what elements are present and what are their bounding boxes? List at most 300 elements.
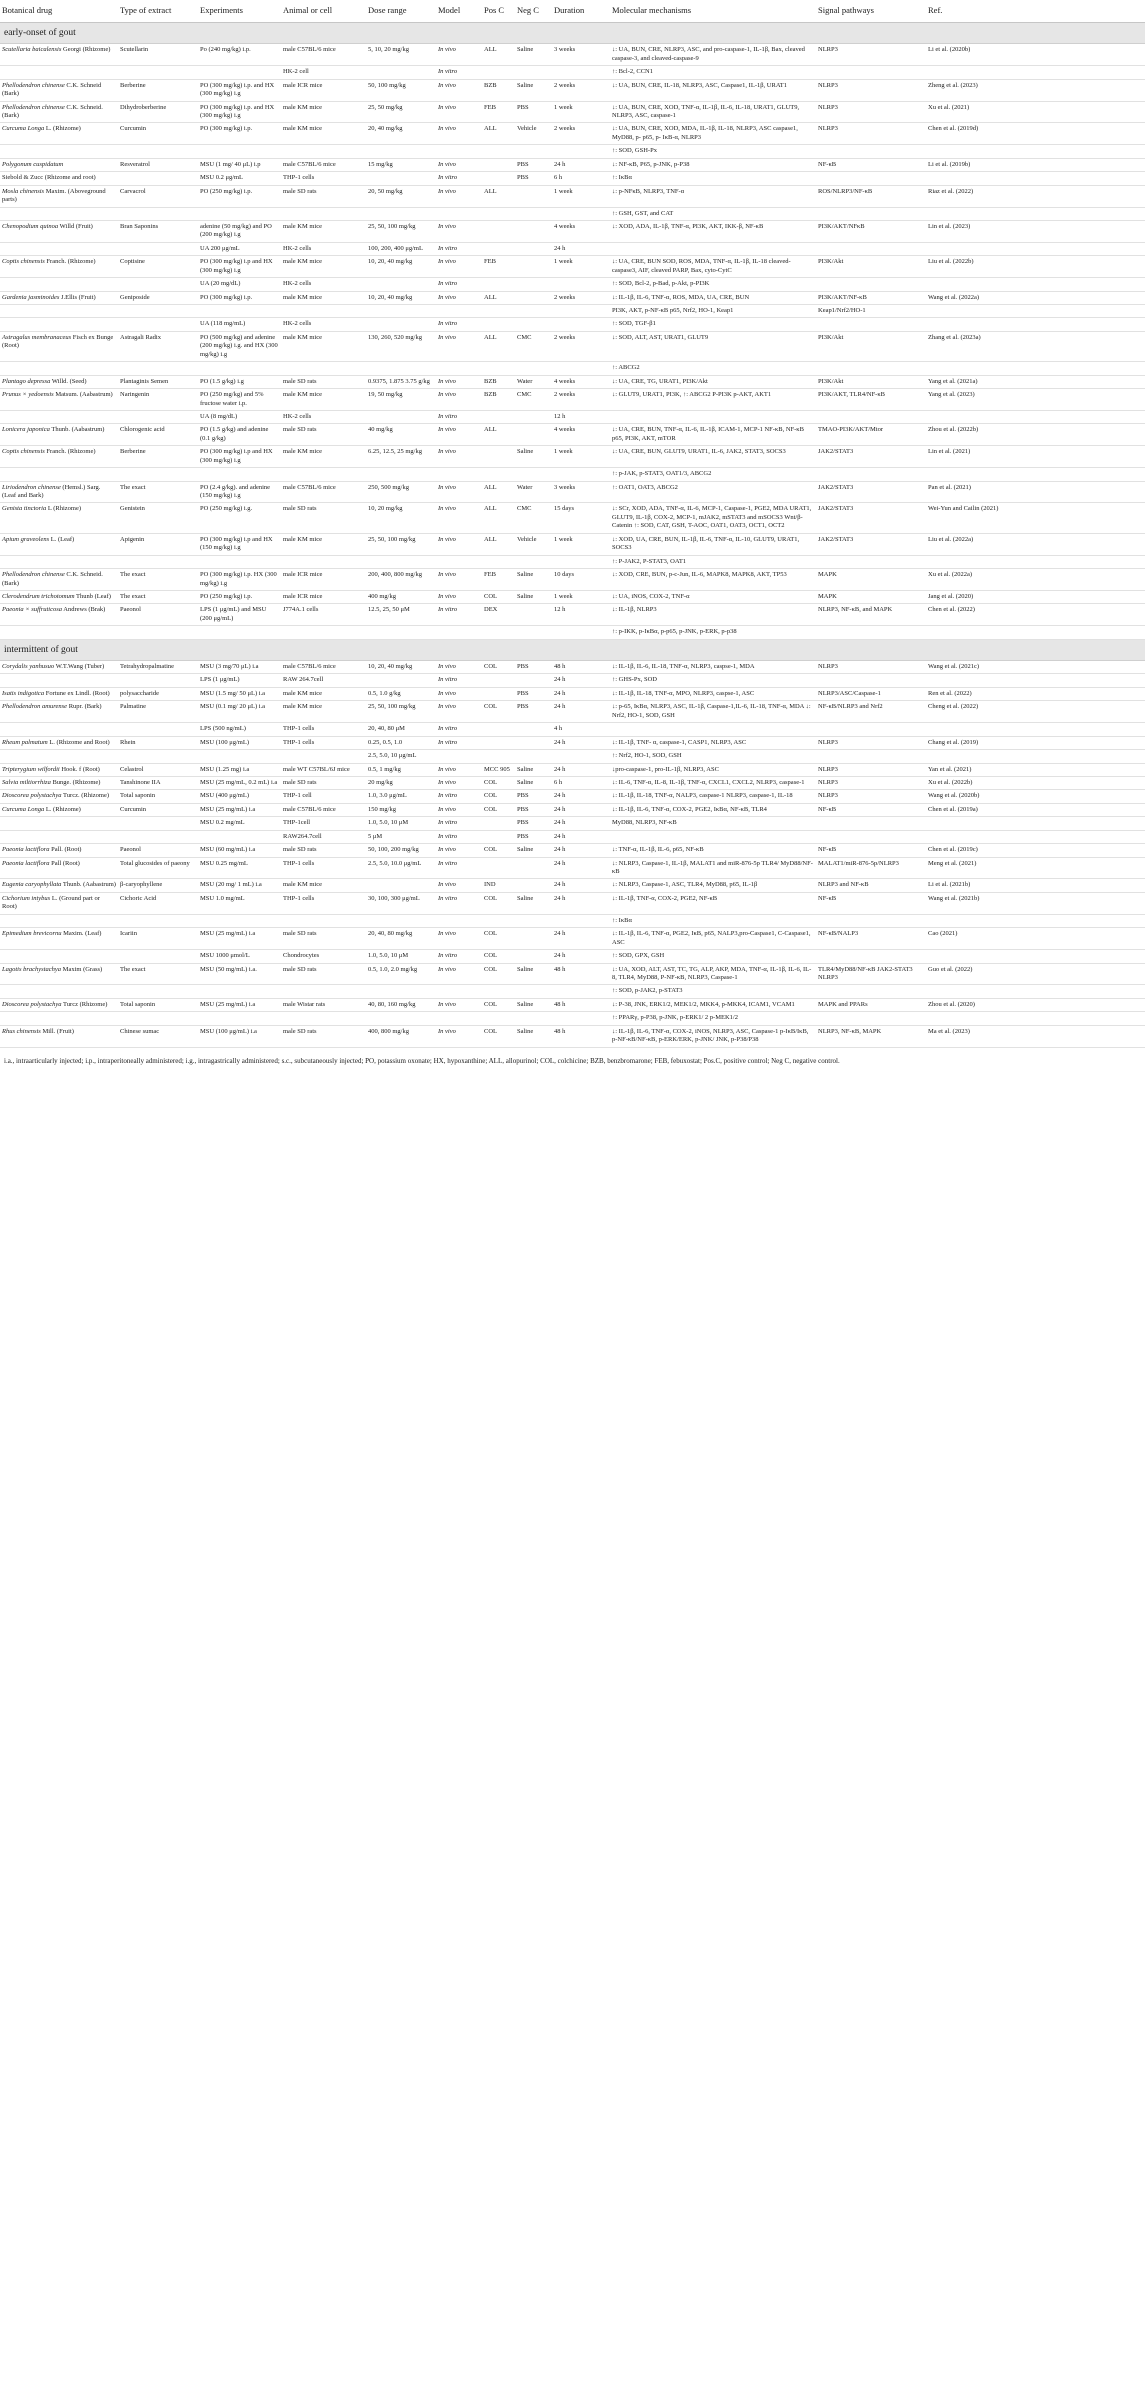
- duration-cell: 2 weeks: [552, 331, 610, 361]
- botanical-drug-cell: [0, 701, 118, 723]
- duration-cell: 15 days: [552, 503, 610, 533]
- botanical-drug-cell: [0, 687, 118, 700]
- table-row: [0, 242, 1145, 255]
- botanical-drug-authority: L. (Leaf): [50, 535, 75, 543]
- signal-pathway-cell: Keap1/Nrf2/HO-1: [816, 305, 926, 318]
- botanical-drug-cell: [0, 318, 118, 331]
- animal-cell-cell: HK-2 cells: [281, 318, 366, 331]
- experiment-cell: [198, 555, 281, 568]
- table-row: [0, 892, 1145, 914]
- animal-cell-cell: RAW264.7cell: [281, 830, 366, 843]
- pos-control-cell: [482, 145, 515, 158]
- dose-range-cell: 10, 20, 40 mg/kg: [366, 256, 436, 278]
- botanical-drug-authority: W.T.Wang (Tuber): [55, 663, 105, 671]
- animal-cell-cell: male SD rats: [281, 375, 366, 388]
- neg-control-cell: [515, 674, 552, 687]
- dose-range-cell: 25, 50, 100 mg/kg: [366, 220, 436, 242]
- signal-pathway-cell: NF-κB: [816, 844, 926, 857]
- botanical-drug-authority: Pall (Root): [51, 859, 80, 867]
- neg-control-cell: [515, 318, 552, 331]
- mechanism-cell: ↓: IL-1β, IL-6, TNF-α, COX-2, iNOS, NLRP3, ASC, Caspase-1 p-IκB/IκB, p-NF-κB/NF-κB, p-ERK/ERK, p-JNK/ JNK, p-P38/P38: [610, 1025, 816, 1047]
- pos-control-cell: COL: [482, 950, 515, 963]
- pos-control-cell: BZB: [482, 375, 515, 388]
- dose-range-cell: 50, 100 mg/kg: [366, 79, 436, 101]
- duration-cell: 24 h: [552, 701, 610, 723]
- mechanism-cell: ↓: UA, iNOS, COX-2, TNF-α: [610, 590, 816, 603]
- reference-cell: [926, 410, 1145, 423]
- neg-control-cell: Saline: [515, 590, 552, 603]
- extract-type-cell: Palmatine: [118, 701, 198, 723]
- botanical-drug-name: Lagotis brachystachya: [2, 965, 62, 973]
- extract-type-cell: Chinese sumac: [118, 1025, 198, 1047]
- pos-control-cell: [482, 362, 515, 375]
- reference-cell: [926, 626, 1145, 639]
- botanical-drug-name: Paeonia lactiflora: [2, 859, 50, 867]
- extract-type-cell: [118, 278, 198, 291]
- duration-cell: 4 weeks: [552, 424, 610, 446]
- animal-cell-cell: male Wistar rats: [281, 998, 366, 1011]
- experiment-cell: UA (20 mg/dL): [198, 278, 281, 291]
- extract-type-cell: Bran Saponins: [118, 220, 198, 242]
- duration-cell: 2 weeks: [552, 389, 610, 411]
- extract-type-cell: Resveratrol: [118, 158, 198, 171]
- reference-cell: Meng et al. (2021): [926, 857, 1145, 879]
- section-header-row: [0, 639, 1145, 660]
- botanical-drug-name: Cichorium intybus: [2, 894, 51, 902]
- botanical-drug-name: Salvia miltiorrhiza: [2, 778, 51, 786]
- signal-pathway-cell: JAK2/STAT3: [816, 503, 926, 533]
- duration-cell: 24 h: [552, 879, 610, 892]
- dose-range-cell: [366, 305, 436, 318]
- animal-cell-cell: THP-1 cells: [281, 723, 366, 736]
- botanical-drug-authority: C.K. Schneid. (Bark): [2, 571, 103, 587]
- model-cell: In vitro: [436, 950, 482, 963]
- signal-pathway-cell: NLRP3/ASC/Caspase-1: [816, 687, 926, 700]
- table-row: [0, 626, 1145, 639]
- extract-type-cell: [118, 318, 198, 331]
- table-row: [0, 533, 1145, 555]
- mechanism-cell: ↓: NLRP3, Caspase-1, IL-1β, MALAT1 and miR-876-5p TLR4/ MyD88/NF-κB: [610, 857, 816, 879]
- neg-control-cell: PBS: [515, 661, 552, 674]
- botanical-drug-cell: [0, 291, 118, 304]
- neg-control-cell: Saline: [515, 763, 552, 776]
- pos-control-cell: ALL: [482, 44, 515, 66]
- extract-type-cell: Plantaginis Semen: [118, 375, 198, 388]
- experiment-cell: MSU (25 mg/mL) i.a: [198, 928, 281, 950]
- botanical-drug-cell: [0, 185, 118, 207]
- mechanism-cell: ↓: IL-1β, IL-6, IL-18, TNF-α, NLRP3, caspse-1, MDA: [610, 661, 816, 674]
- neg-control-cell: Vehicle: [515, 533, 552, 555]
- botanical-drug-cell: [0, 928, 118, 950]
- model-cell: In vivo: [436, 503, 482, 533]
- botanical-drug-name: Phellodendron amurense: [2, 703, 68, 711]
- mechanism-cell: ↓: IL-1β, IL-6, TNF-α, PGE2, IκB, p65, NALP3,pro-Caspase1, C-Caspase1, ASC: [610, 928, 816, 950]
- signal-pathway-cell: PI3K/Akt: [816, 331, 926, 361]
- dose-range-cell: 20, 40, 80 mg/kg: [366, 928, 436, 950]
- table-row: [0, 569, 1145, 591]
- extract-type-cell: [118, 914, 198, 927]
- mechanism-cell: ↓: UA, CRE, TG, URAT1, PI3K/Akt: [610, 375, 816, 388]
- model-cell: In vivo: [436, 123, 482, 145]
- pos-control-cell: [482, 1012, 515, 1025]
- neg-control-cell: [515, 1012, 552, 1025]
- reference-cell: Chen et al. (2019d): [926, 123, 1145, 145]
- model-cell: In vivo: [436, 844, 482, 857]
- animal-cell-cell: Chondrocytes: [281, 950, 366, 963]
- neg-control-cell: [515, 220, 552, 242]
- pos-control-cell: [482, 242, 515, 255]
- dose-range-cell: 0.25, 0.5, 1.0: [366, 736, 436, 749]
- animal-cell-cell: [281, 914, 366, 927]
- reference-cell: [926, 817, 1145, 830]
- model-cell: In vitro: [436, 892, 482, 914]
- botanical-drug-name: Polygonum cuspidatum: [2, 160, 64, 168]
- neg-control-cell: [515, 410, 552, 423]
- reference-cell: Chen et al. (2022): [926, 604, 1145, 626]
- neg-control-cell: PBS: [515, 817, 552, 830]
- model-cell: In vivo: [436, 590, 482, 603]
- neg-control-cell: Saline: [515, 844, 552, 857]
- model-cell: In vivo: [436, 687, 482, 700]
- botanical-drug-name: Coptis chinensis: [2, 448, 45, 456]
- botanical-drug-name: Corydalis yanhusuo: [2, 663, 55, 671]
- mechanism-cell: ↓: XOD, ADA, IL-1β, TNF-α, PI3K, AKT, IKK-β, NF-κB: [610, 220, 816, 242]
- duration-cell: 24 h: [552, 830, 610, 843]
- col-header-signal-pathways: Signal pathways: [816, 0, 926, 23]
- neg-control-cell: [515, 604, 552, 626]
- dose-range-cell: 2.5, 5.0, 10 μg/mL: [366, 750, 436, 763]
- model-cell: In vivo: [436, 331, 482, 361]
- neg-control-cell: Saline: [515, 892, 552, 914]
- animal-cell-cell: male C57BL/6 mice: [281, 661, 366, 674]
- botanical-drug-name: Rheum palmatum: [2, 738, 48, 746]
- mechanism-cell: [610, 242, 816, 255]
- reference-cell: Wang et al. (2022a): [926, 291, 1145, 304]
- animal-cell-cell: male SD rats: [281, 963, 366, 985]
- table-row: [0, 803, 1145, 816]
- extract-type-cell: Cichoric Acid: [118, 892, 198, 914]
- botanical-drug-authority: Pall. (Root): [51, 846, 82, 854]
- col-header-animal-or-cell: Animal or cell: [281, 0, 366, 23]
- duration-cell: 4 h: [552, 723, 610, 736]
- animal-cell-cell: male KM mice: [281, 687, 366, 700]
- extract-type-cell: [118, 626, 198, 639]
- dose-range-cell: 0.5, 1.0, 2.0 mg/kg: [366, 963, 436, 985]
- dose-range-cell: 0.9375, 1.875 3.75 g/kg: [366, 375, 436, 388]
- animal-cell-cell: male SD rats: [281, 928, 366, 950]
- table-row: [0, 331, 1145, 361]
- botanical-drug-cell: [0, 569, 118, 591]
- botanical-drug-authority: Willd. (Seed): [51, 377, 87, 385]
- signal-pathway-cell: PI3K/Akt: [816, 256, 926, 278]
- table-row: [0, 123, 1145, 145]
- pos-control-cell: DEX: [482, 604, 515, 626]
- signal-pathway-cell: [816, 172, 926, 185]
- table-row: [0, 318, 1145, 331]
- signal-pathway-cell: JAK2/STAT3: [816, 446, 926, 468]
- mechanism-cell: ↓: P-38, JNK, ERK1/2, MEK1/2, MKK4, p-MKK4, ICAM1, VCAM1: [610, 998, 816, 1011]
- mechanism-cell: ↓: IL-1β, NLRP3: [610, 604, 816, 626]
- table-row: [0, 362, 1145, 375]
- experiment-cell: [198, 468, 281, 481]
- mechanism-cell: ↓: p-65, IκBα, NLRP3, ASC, IL-1β, Caspase-1,IL-6, IL-18, TNF-α, MDA ↓: Nrf2, HO-1, SOD, GSH: [610, 701, 816, 723]
- neg-control-cell: [515, 291, 552, 304]
- dose-range-cell: 20, 50 mg/kg: [366, 185, 436, 207]
- duration-cell: 6 h: [552, 776, 610, 789]
- pos-control-cell: [482, 278, 515, 291]
- botanical-drug-name: Phellodendron chinense: [2, 103, 65, 111]
- botanical-drug-cell: [0, 985, 118, 998]
- animal-cell-cell: male SD rats: [281, 1025, 366, 1047]
- reference-cell: Wei-Yun and Cailin (2021): [926, 503, 1145, 533]
- botanical-drug-name: Eugenia caryophyllata: [2, 881, 62, 889]
- dose-range-cell: 10, 20, 40 mg/kg: [366, 291, 436, 304]
- dose-range-cell: 0.5, 1.0 g/kg: [366, 687, 436, 700]
- mechanism-cell: MyD88, NLRP3, NF-κB: [610, 817, 816, 830]
- dose-range-cell: [366, 318, 436, 331]
- animal-cell-cell: [281, 362, 366, 375]
- extract-type-cell: Apigenin: [118, 533, 198, 555]
- botanical-drug-cell: [0, 424, 118, 446]
- table-row: [0, 701, 1145, 723]
- neg-control-cell: [515, 914, 552, 927]
- pos-control-cell: [482, 626, 515, 639]
- botanical-drug-name: Phellodendron chinense: [2, 571, 65, 579]
- botanical-drug-name: Paeonia × suffruticosa: [2, 606, 62, 614]
- extract-type-cell: Naringenin: [118, 389, 198, 411]
- experiment-cell: LPS (1 μg/mL) and MSU (200 μg/mL): [198, 604, 281, 626]
- experiment-cell: MSU 1000 μmol/L: [198, 950, 281, 963]
- duration-cell: [552, 1012, 610, 1025]
- model-cell: In vivo: [436, 44, 482, 66]
- mechanism-cell: ↓: UA, BUN, CRE, XOD, TNF-α, IL-1β, IL-6, IL-18, URAT1, GLUT9, NLRP3, ASC, caspase-1: [610, 101, 816, 123]
- experiment-cell: [198, 362, 281, 375]
- col-header-ref: Ref.: [926, 0, 1145, 23]
- animal-cell-cell: male KM mice: [281, 446, 366, 468]
- reference-cell: Riaz et al. (2022): [926, 185, 1145, 207]
- botanical-drug-authority: Franch. (Rhizome): [46, 258, 96, 266]
- animal-cell-cell: male KM mice: [281, 701, 366, 723]
- mechanism-cell: ↓: UA, BUN, CRE, XOD, MDA, IL-1β, IL-18, NLRP3, ASC caspase1, MyD88, p- p65, p- IκB-α, NLRP3: [610, 123, 816, 145]
- model-cell: In vivo: [436, 101, 482, 123]
- botanical-drug-authority: Bunge. (Rhizome): [52, 778, 101, 786]
- model-cell: In vitro: [436, 723, 482, 736]
- botanical-drug-authority: C.K. Schneid. (Bark): [2, 103, 103, 120]
- duration-cell: 24 h: [552, 674, 610, 687]
- duration-cell: [552, 207, 610, 220]
- extract-type-cell: Tanshinone IIA: [118, 776, 198, 789]
- botanical-drug-cell: [0, 879, 118, 892]
- table-row: [0, 857, 1145, 879]
- model-cell: In vivo: [436, 185, 482, 207]
- neg-control-cell: Water: [515, 481, 552, 503]
- duration-cell: 10 days: [552, 569, 610, 591]
- botanical-drug-cell: [0, 468, 118, 481]
- extract-type-cell: Paeonol: [118, 844, 198, 857]
- pos-control-cell: ALL: [482, 424, 515, 446]
- table-row: [0, 44, 1145, 66]
- experiment-cell: [198, 1012, 281, 1025]
- botanical-drug-cell: [0, 375, 118, 388]
- botanical-drug-cell: [0, 803, 118, 816]
- pos-control-cell: FEB: [482, 256, 515, 278]
- experiment-cell: [198, 830, 281, 843]
- animal-cell-cell: male SD rats: [281, 503, 366, 533]
- signal-pathway-cell: PI3K/AKT/NF-κB: [816, 291, 926, 304]
- neg-control-cell: [515, 723, 552, 736]
- reference-cell: [926, 830, 1145, 843]
- pos-control-cell: [482, 305, 515, 318]
- reference-cell: Guo et al. (2022): [926, 963, 1145, 985]
- table-row: [0, 950, 1145, 963]
- mechanism-cell: ↓: IL-1β, IL-6, TNF-α, COX-2, PGE2, IκBα, NF-κB, TLR4: [610, 803, 816, 816]
- botanical-drug-authority: Maxim. (Leaf): [63, 930, 102, 938]
- table-row: [0, 963, 1145, 985]
- pos-control-cell: COL: [482, 998, 515, 1011]
- signal-pathway-cell: [816, 817, 926, 830]
- botanical-drug-name: Phellodendron chinense: [2, 81, 65, 89]
- botanical-drug-authority: L. (Rhizome): [45, 125, 81, 133]
- experiment-cell: PO (300 mg/kg) i.p.: [198, 123, 281, 145]
- section-header-row: [0, 23, 1145, 44]
- model-cell: In vivo: [436, 701, 482, 723]
- botanical-drug-name: Dioscorea polystachya: [2, 792, 62, 800]
- model-cell: [436, 362, 482, 375]
- extract-type-cell: [118, 674, 198, 687]
- duration-cell: [552, 362, 610, 375]
- table-row: [0, 555, 1145, 568]
- mechanism-cell: ↑: GSH, GST, and CAT: [610, 207, 816, 220]
- model-cell: In vivo: [436, 776, 482, 789]
- extract-type-cell: Curcumin: [118, 803, 198, 816]
- extract-type-cell: [118, 985, 198, 998]
- mechanism-cell: ↑: SOD, GPX, GSH: [610, 950, 816, 963]
- reference-cell: [926, 207, 1145, 220]
- botanical-drug-authority: L. (Rhizome): [45, 805, 81, 813]
- extract-type-cell: [118, 468, 198, 481]
- col-header-type-of-extract: Type of extract: [118, 0, 198, 23]
- duration-cell: 6 h: [552, 172, 610, 185]
- animal-cell-cell: male KM mice: [281, 533, 366, 555]
- animal-cell-cell: male KM mice: [281, 256, 366, 278]
- animal-cell-cell: THP-1 cells: [281, 172, 366, 185]
- pos-control-cell: [482, 410, 515, 423]
- pos-control-cell: ALL: [482, 503, 515, 533]
- signal-pathway-cell: NF-κB/NLRP3 and Nrf2: [816, 701, 926, 723]
- botanical-drug-name: Gardenia jasminoides: [2, 293, 60, 301]
- reference-cell: [926, 914, 1145, 927]
- extract-type-cell: [118, 410, 198, 423]
- table-row: [0, 256, 1145, 278]
- signal-pathway-cell: NF-κB: [816, 803, 926, 816]
- duration-cell: 3 weeks: [552, 44, 610, 66]
- pos-control-cell: [482, 555, 515, 568]
- mechanism-cell: PI3K, AKT, p-NF-κB p65, Nrf2, HO-1, Keap1: [610, 305, 816, 318]
- botanical-drug-cell: [0, 158, 118, 171]
- pos-control-cell: ALL: [482, 123, 515, 145]
- pos-control-cell: COL: [482, 844, 515, 857]
- signal-pathway-cell: TMAO-PI3K/AKT/Mtor: [816, 424, 926, 446]
- duration-cell: [552, 750, 610, 763]
- signal-pathway-cell: ROS/NLRP3/NF-κB: [816, 185, 926, 207]
- signal-pathway-cell: NLRP3: [816, 101, 926, 123]
- duration-cell: 24 h: [552, 803, 610, 816]
- model-cell: In vivo: [436, 481, 482, 503]
- reference-cell: Wang et al. (2020b): [926, 790, 1145, 803]
- dose-range-cell: [366, 914, 436, 927]
- pos-control-cell: [482, 736, 515, 749]
- dose-range-cell: 5 μM: [366, 830, 436, 843]
- mechanism-cell: ↑: SOD, TGF-β1: [610, 318, 816, 331]
- neg-control-cell: [515, 985, 552, 998]
- model-cell: [436, 626, 482, 639]
- duration-cell: [552, 278, 610, 291]
- extract-type-cell: The exact: [118, 963, 198, 985]
- dose-range-cell: [366, 207, 436, 220]
- table-row: [0, 481, 1145, 503]
- botanical-drug-authority: Thunb. (Aabastrum): [51, 426, 105, 434]
- botanical-drug-name: Lonicera japonica: [2, 426, 50, 434]
- neg-control-cell: [515, 555, 552, 568]
- mechanism-cell: ↓: UA, CRE, BUN, GLUT9, URAT1, IL-6, JAK2, STAT3, SOCS3: [610, 446, 816, 468]
- duration-cell: 2 weeks: [552, 123, 610, 145]
- pos-control-cell: BZB: [482, 389, 515, 411]
- model-cell: In vitro: [436, 817, 482, 830]
- botanical-drug-name: Rhus chinensis: [2, 1027, 41, 1035]
- mechanism-cell: ↓: GLUT9, URAT1, PI3K, ↑: ABCG2 P-PI3K p-AKT, AKT1: [610, 389, 816, 411]
- pos-control-cell: FEB: [482, 101, 515, 123]
- reference-cell: [926, 318, 1145, 331]
- botanical-drug-authority: Maxim (Grass): [62, 965, 103, 973]
- extract-type-cell: [118, 242, 198, 255]
- neg-control-cell: Saline: [515, 79, 552, 101]
- mechanism-cell: ↓pro-caspase-1, pro-IL-1β, NLRP3, ASC: [610, 763, 816, 776]
- table-row: [0, 590, 1145, 603]
- dose-range-cell: 25, 50 mg/kg: [366, 101, 436, 123]
- dose-range-cell: 400, 800 mg/kg: [366, 1025, 436, 1047]
- pos-control-cell: [482, 830, 515, 843]
- pos-control-cell: [482, 857, 515, 879]
- animal-cell-cell: male C57BL/6 mice: [281, 481, 366, 503]
- extract-type-cell: [118, 1012, 198, 1025]
- botanical-drug-cell: [0, 763, 118, 776]
- signal-pathway-cell: PI3K/Akt: [816, 375, 926, 388]
- duration-cell: [552, 985, 610, 998]
- mechanism-cell: ↓: IL-6, TNF-α, IL-8, IL-1β, TNF-α, CXCL1, CXCL2, NLRP3, caspase-1: [610, 776, 816, 789]
- model-cell: In vitro: [436, 278, 482, 291]
- col-header-duration: Duration: [552, 0, 610, 23]
- neg-control-cell: [515, 242, 552, 255]
- experiment-cell: MSU (3 mg/70 μL) i.a: [198, 661, 281, 674]
- dose-range-cell: 130, 260, 520 mg/kg: [366, 331, 436, 361]
- animal-cell-cell: [281, 626, 366, 639]
- section-title: early-onset of gout: [0, 23, 1145, 44]
- model-cell: [436, 1012, 482, 1025]
- table-row: [0, 750, 1145, 763]
- pos-control-cell: ALL: [482, 533, 515, 555]
- reference-cell: [926, 985, 1145, 998]
- botanical-drug-table: [0, 0, 1145, 1048]
- experiment-cell: PO (250 mg/kg) and 5% fructose water i.p.: [198, 389, 281, 411]
- neg-control-cell: PBS: [515, 158, 552, 171]
- table-row: [0, 914, 1145, 927]
- botanical-drug-cell: [0, 410, 118, 423]
- botanical-drug-cell: [0, 892, 118, 914]
- dose-range-cell: 25, 50, 100 mg/kg: [366, 533, 436, 555]
- table-row: [0, 185, 1145, 207]
- experiment-cell: MSU 0.2 μg/mL: [198, 172, 281, 185]
- extract-type-cell: Curcumin: [118, 123, 198, 145]
